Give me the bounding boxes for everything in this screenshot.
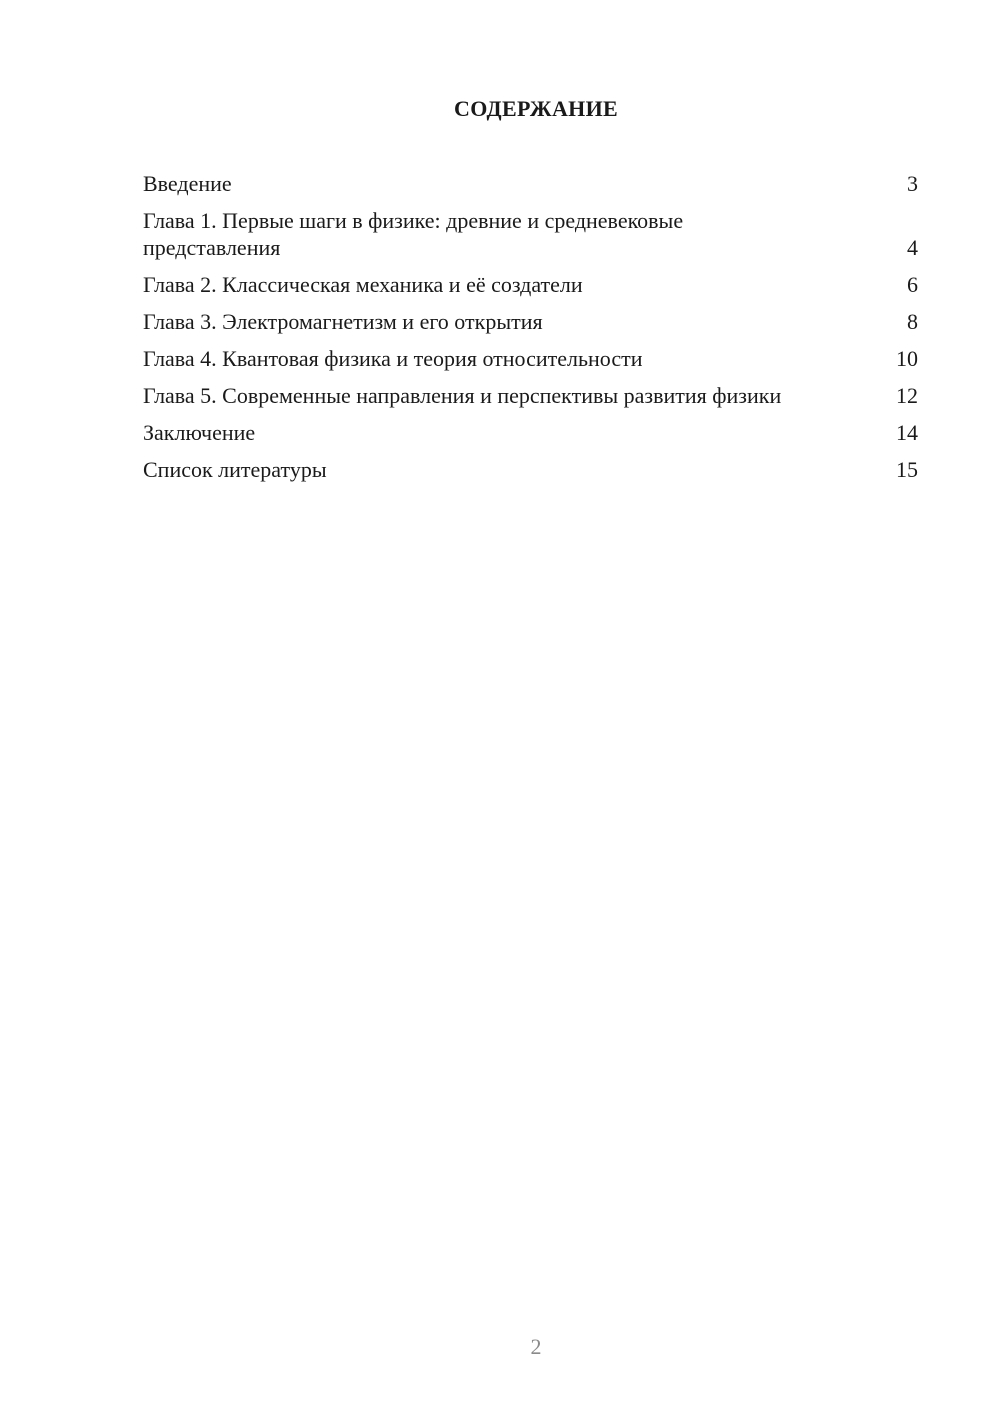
toc-entry-page: 8 — [907, 309, 918, 334]
toc-entry-title: Заключение — [143, 420, 256, 445]
toc-entry-references — [143, 456, 918, 483]
toc-entry-page: 12 — [896, 383, 918, 408]
toc-entry-page: 14 — [896, 420, 918, 445]
toc-entry-page: 15 — [896, 457, 918, 482]
toc-entry-conclusion — [143, 419, 918, 446]
toc-entry-chapter-2 — [143, 271, 918, 298]
toc-entry-chapter-5 — [143, 382, 918, 409]
toc-entry-page: 3 — [907, 171, 918, 196]
toc-entry-page: 4 — [907, 235, 918, 260]
toc-entry-chapter-1 — [143, 207, 918, 261]
toc-entry-title: Введение — [143, 171, 232, 196]
toc-entry-chapter-4 — [143, 345, 918, 372]
toc-entry-introduction — [143, 170, 918, 197]
toc-entry-title: Список литературы — [143, 457, 327, 482]
table-of-contents — [143, 170, 918, 493]
toc-entry-title: Глава 4. Квантовая физика и теория относительности — [143, 346, 643, 371]
toc-entry-chapter-3 — [143, 308, 918, 335]
page-number: 2 — [530, 1334, 542, 1359]
toc-heading: СОДЕРЖАНИЕ — [454, 96, 618, 121]
toc-entry-title: Глава 1. Первые шаги в физике: древние и средневековые представления — [143, 208, 684, 260]
toc-entry-title: Глава 2. Классическая механика и её создатели — [143, 272, 583, 297]
toc-entry-title: Глава 5. Современные направления и перспективы развития физики — [143, 383, 782, 408]
toc-entry-page: 10 — [896, 346, 918, 371]
toc-entry-title: Глава 3. Электромагнетизм и его открытия — [143, 309, 543, 334]
toc-entry-page: 6 — [907, 272, 918, 297]
